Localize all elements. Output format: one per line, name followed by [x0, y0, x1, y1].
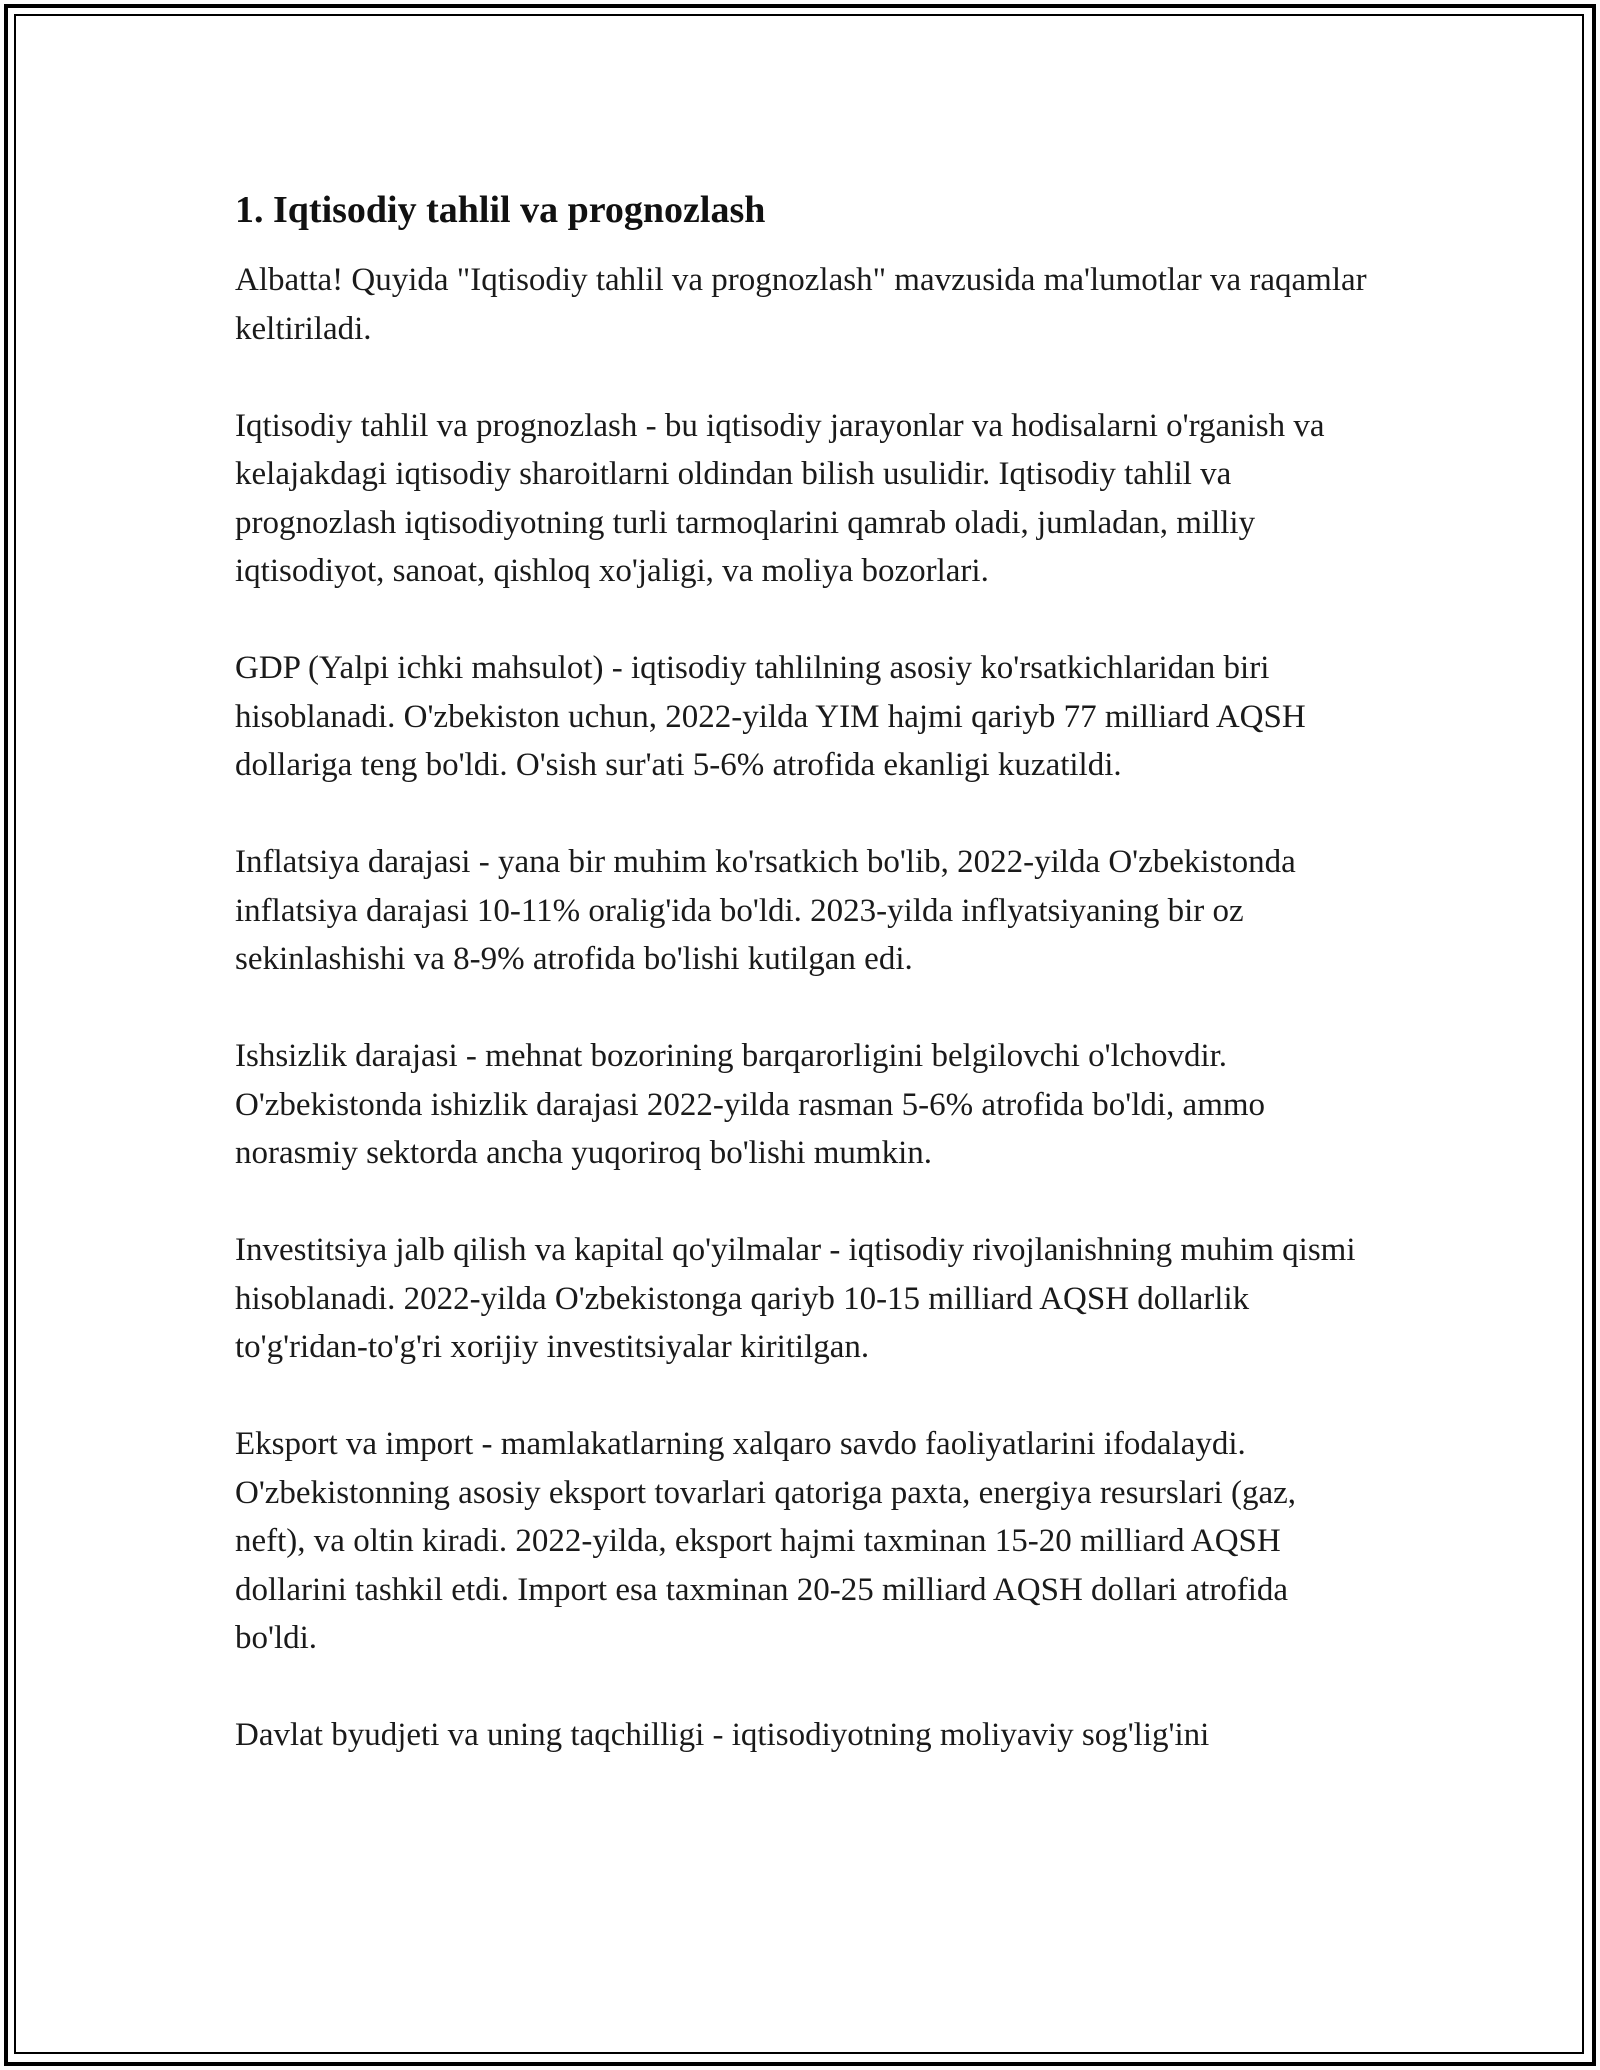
- document-body: [235, 186, 1370, 1808]
- paragraph-definition: Iqtisodiy tahlil va prognozlash - bu iqtisodiy jarayonlar va hodisalarni o'rganish va kelajakdagi iqtisodiy sharoitlarni oldindan bilish usulidir. Iqtisodiy tahlil va prognozlash iqtisodiyotning turli tarmoqlarini qamrab oladi, jumladan, milliy iqtisodiyot, sanoat, qishloq xo'jaligi, va moliya bozorlari.: [235, 407, 1325, 589]
- paragraph-export-import: Eksport va import - mamlakatlarning xalqaro savdo faoliyatlarini ifodalaydi. O'zbekistonning asosiy eksport tovarlari qatoriga paxta, energiya resurslari (gaz, neft), va oltin kiradi. 2022-yilda, eksport hajmi taxminan 15-20 milliard AQSH dollarini tashkil etdi. Import esa taxminan 20-25 milliard AQSH dollari atrofida bo'ldi.: [235, 1426, 1296, 1656]
- paragraph-unemployment: Ishsizlik darajasi - mehnat bozorining barqarorligini belgilovchi o'lchovdir. O'zbekistonda ishizlik darajasi 2022-yilda rasman 5-6% atrofida bo'ldi, ammo norasmiy sektorda ancha yuqoriroq bo'lishi mumkin.: [235, 1038, 1266, 1171]
- paragraph-budget: Davlat byudjeti va uning taqchilligi - iqtisodiyotning moliyaviy sog'lig'ini: [235, 1717, 1210, 1753]
- paragraph-inflation: Inflatsiya darajasi - yana bir muhim ko'rsatkich bo'lib, 2022-yilda O'zbekistonda inflatsiya darajasi 10-11% oralig'ida bo'ldi. 2023-yilda inflyatsiyaning bir oz sekinlashishi va 8-9% atrofida bo'lishi kutilgan edi.: [235, 844, 1296, 977]
- document-title: 1. Iqtisodiy tahlil va prognozlash: [235, 189, 766, 231]
- paragraph-investment: Investitsiya jalb qilish va kapital qo'yilmalar - iqtisodiy rivojlanishning muhim qismi hisoblanadi. 2022-yilda O'zbekistonga qariyb 10-15 milliard AQSH dollarlik to'g'ridan-to'g'ri xorijiy investitsiyalar kiritilgan.: [235, 1232, 1356, 1365]
- paragraph-intro: Albatta! Quyida "Iqtisodiy tahlil va prognozlash" mavzusida ma'lumotlar va raqamlar keltiriladi.: [235, 262, 1367, 347]
- paragraph-gdp: GDP (Yalpi ichki mahsulot) - iqtisodiy tahlilning asosiy ko'rsatkichlaridan biri hisoblanadi. O'zbekiston uchun, 2022-yilda YIM hajmi qariyb 77 milliard AQSH dollariga teng bo'ldi. O'sish sur'ati 5-6% atrofida ekanligi kuzatildi.: [235, 650, 1306, 783]
